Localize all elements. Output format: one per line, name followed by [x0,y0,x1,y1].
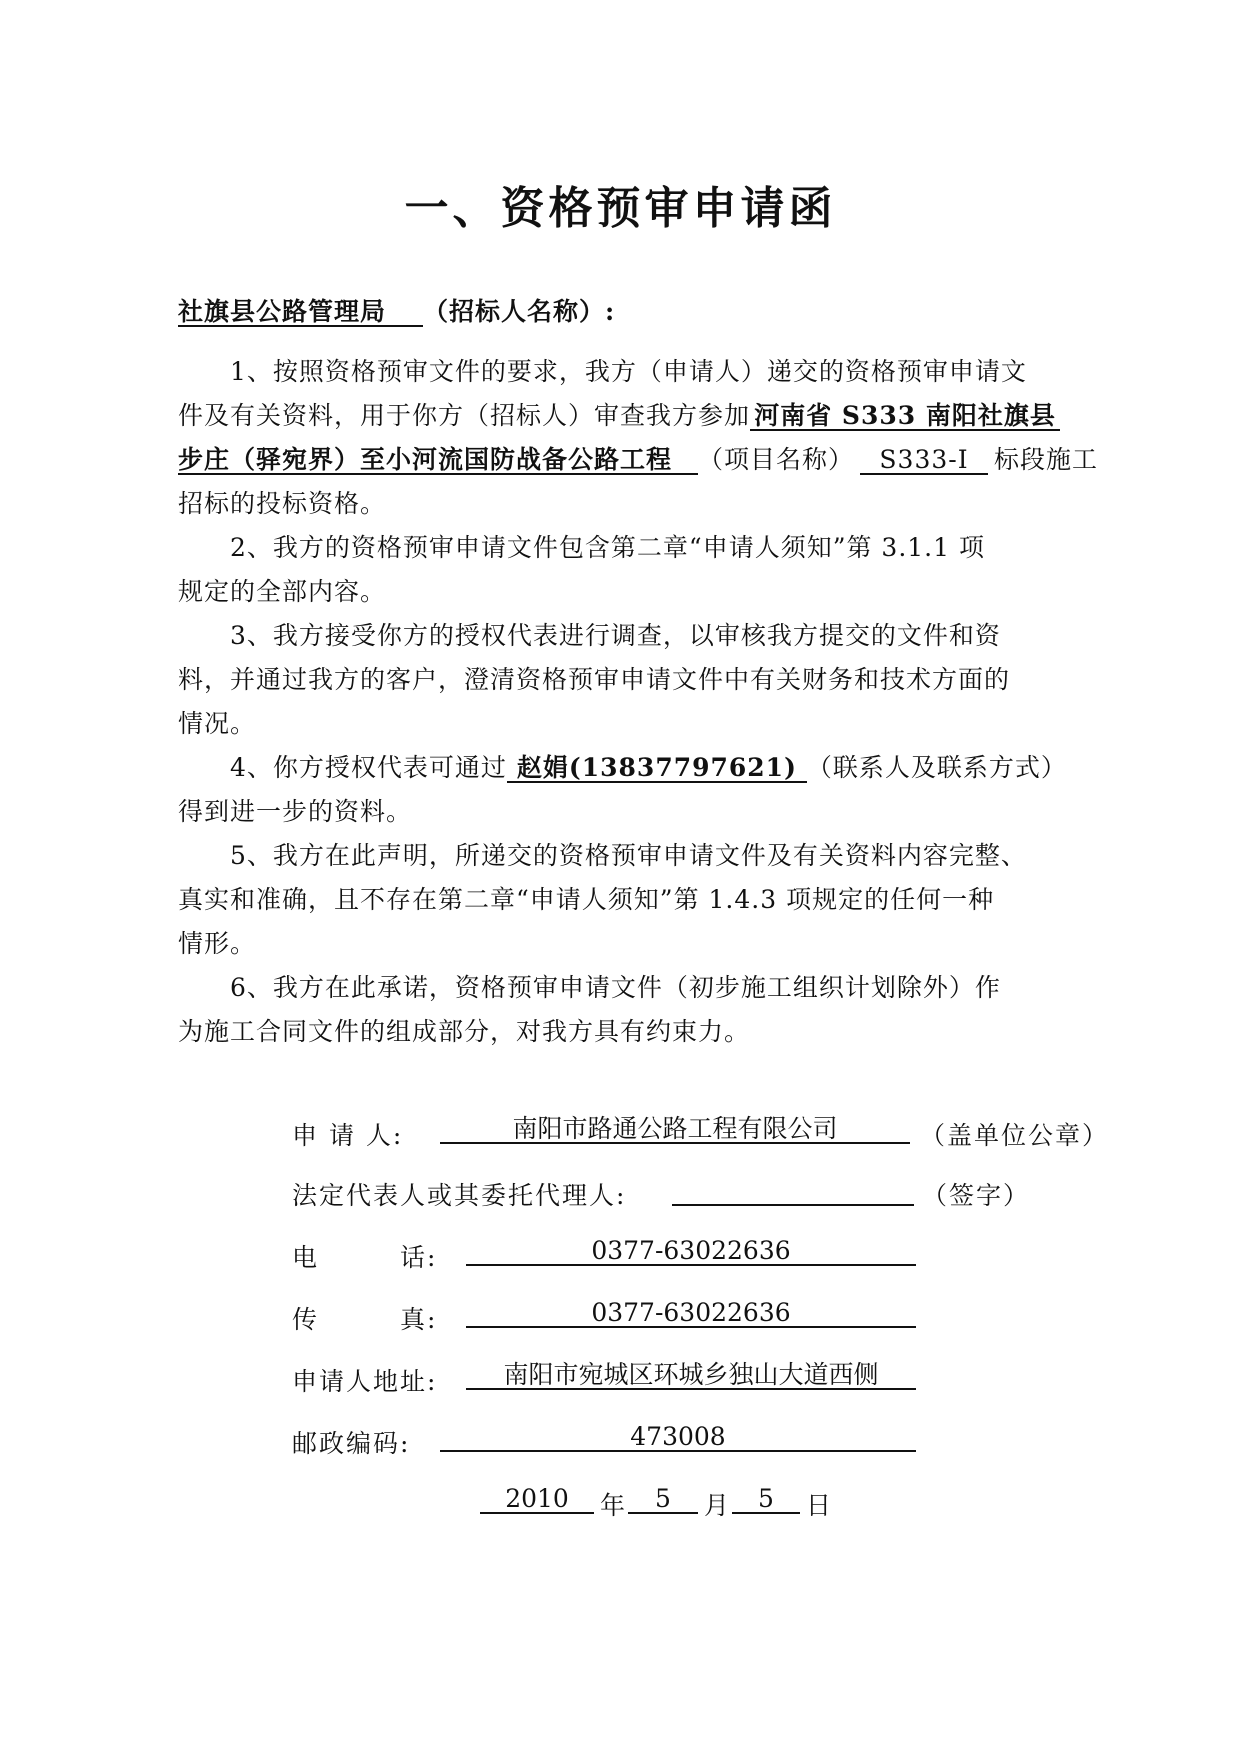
phone-label: 电 话: [292,1243,438,1272]
p1-line-4: 招标的投标资格。 [178,489,387,518]
recipient-name: 社旗县公路管理局 [178,299,423,327]
p4-line-2: 得到进一步的资料。 [178,797,413,826]
section-number: S333-I [860,447,988,475]
project-name-part-1: 河南省 S333 南阳社旗县 [750,403,1060,431]
fax-label: 传 真: [292,1305,438,1334]
date-month: 5 [628,1486,698,1514]
p1-line-2 [178,396,1060,432]
recipient-suffix: （招标人名称）: [423,297,616,326]
p4-line-1-text: 4、你方授权代表可通过 [230,753,507,782]
p6-line-1: 6、我方在此承诺，资格预审申请文件（初步施工组织计划除外）作 [230,973,1001,1002]
p4-line-1 [230,748,1067,784]
applicant-note: （盖单位公章） [920,1121,1110,1150]
p5-line-2: 真实和准确，且不存在第二章“申请人须知”第 1.4.3 项规定的任何一种 [178,885,995,914]
p5-line-3: 情形。 [178,929,257,958]
phone-field: 0377-63022636 [466,1238,916,1266]
applicant-field: 南阳市路通公路工程有限公司 [440,1116,910,1144]
postcode-label: 邮政编码: [292,1429,411,1458]
section-suffix: 标段施工 [994,445,1099,474]
date-day: 5 [732,1486,800,1514]
p2-line-2: 规定的全部内容。 [178,577,387,606]
postcode-field: 473008 [440,1424,916,1452]
p3-line-1: 3、我方接受你方的授权代表进行调查，以审核我方提交的文件和资 [230,621,1001,650]
recipient-line [178,292,615,328]
contact-suffix: （联系人及联系方式） [806,753,1067,782]
p2-line-1: 2、我方的资格预审申请文件包含第二章“申请人须知”第 3.1.1 项 [230,533,985,562]
fax-field: 0377-63022636 [466,1300,916,1328]
address-label: 申请人地址: [292,1367,438,1396]
project-name-label: （项目名称） [698,445,855,474]
p1-line-1: 1、按照资格预审文件的要求，我方（申请人）递交的资格预审申请文 [230,357,1027,386]
p1-line-3 [178,440,1098,476]
p3-line-2: 料，并通过我方的客户，澄清资格预审申请文件中有关财务和技术方面的 [178,665,1011,694]
p6-line-2: 为施工合同文件的组成部分，对我方具有约束力。 [178,1017,751,1046]
date-month-unit: 月 [704,1491,730,1520]
project-name-part-2: 步庄（驿宛界）至小河流国防战备公路工程 [178,447,698,475]
page-title: 一、资格预审申请函 [404,183,837,234]
p1-line-2-text: 件及有关资料，用于你方（招标人）审查我方参加 [178,401,751,430]
date-year: 2010 [480,1486,594,1514]
p3-line-3: 情况。 [178,709,257,738]
applicant-label: 申 请 人: [292,1121,404,1150]
date-day-unit: 日 [806,1491,832,1520]
representative-label: 法定代表人或其委托代理人: [292,1181,627,1210]
date-year-unit: 年 [600,1491,626,1520]
contact-person: 赵娟(13837797621) [507,755,807,783]
representative-note: （签字） [922,1181,1031,1210]
representative-signature-field [672,1176,914,1206]
address-field: 南阳市宛城区环城乡独山大道西侧 [466,1362,916,1390]
p5-line-1: 5、我方在此声明，所递交的资格预审申请文件及有关资料内容完整、 [230,841,1027,870]
